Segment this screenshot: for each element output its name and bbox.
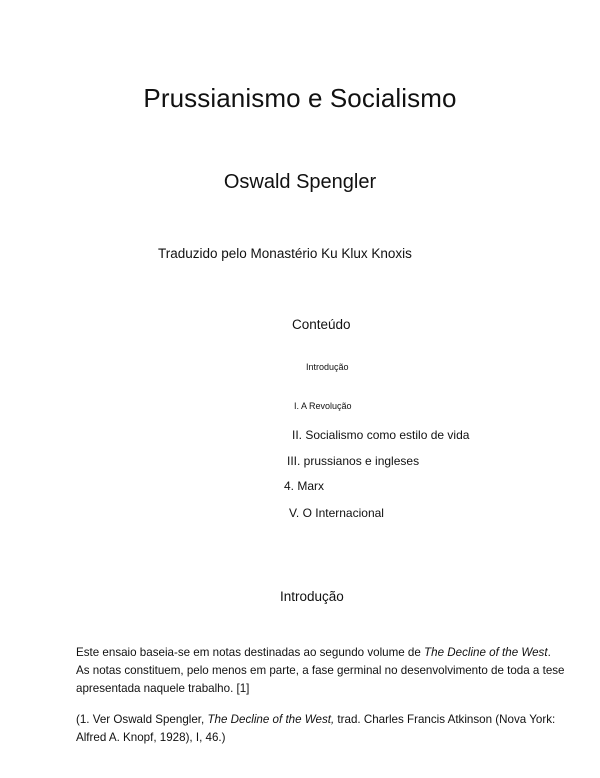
author-name: Oswald Spengler bbox=[223, 171, 377, 193]
footnote bbox=[76, 711, 566, 747]
toc-heading: Conteúdo bbox=[292, 317, 351, 332]
toc-item-revolution[interactable]: I. A Revolução bbox=[294, 401, 352, 411]
toc-item-introduction[interactable]: Introdução bbox=[306, 362, 349, 372]
footnote-text-end: trad. Charles Francis Atkinson (Nova York: Alfred A. Knopf, 1928), I, 46.) bbox=[76, 713, 556, 744]
footnote-text-start: (1. Ver Oswald Spengler, bbox=[76, 713, 208, 726]
paragraph-text-end: . As notas constituem, pelo menos em parte, a fase germinal no desenvolvimento de toda a tese apresentada naquele trabalho. [1] bbox=[76, 646, 565, 695]
introduction-paragraph bbox=[76, 644, 566, 698]
document-title: Prussianismo e Socialismo bbox=[143, 83, 457, 113]
toc-item-marx[interactable]: 4. Marx bbox=[284, 479, 325, 493]
toc-item-socialism[interactable]: II. Socialismo como estilo de vida bbox=[292, 428, 470, 442]
paragraph-text-start: Este ensaio baseia-se em notas destinadas ao segundo volume de bbox=[76, 646, 425, 659]
footnote-book-title: The Decline of the West, bbox=[207, 713, 335, 726]
toc-item-prussians-english[interactable]: III. prussianos e ingleses bbox=[287, 454, 420, 468]
toc-item-international[interactable]: V. O Internacional bbox=[289, 506, 384, 520]
section-heading-introduction: Introdução bbox=[280, 589, 344, 604]
book-title: The Decline of the West bbox=[424, 646, 548, 659]
translator-credit: Traduzido pelo Monastério Ku Klux Knoxis bbox=[158, 246, 412, 261]
